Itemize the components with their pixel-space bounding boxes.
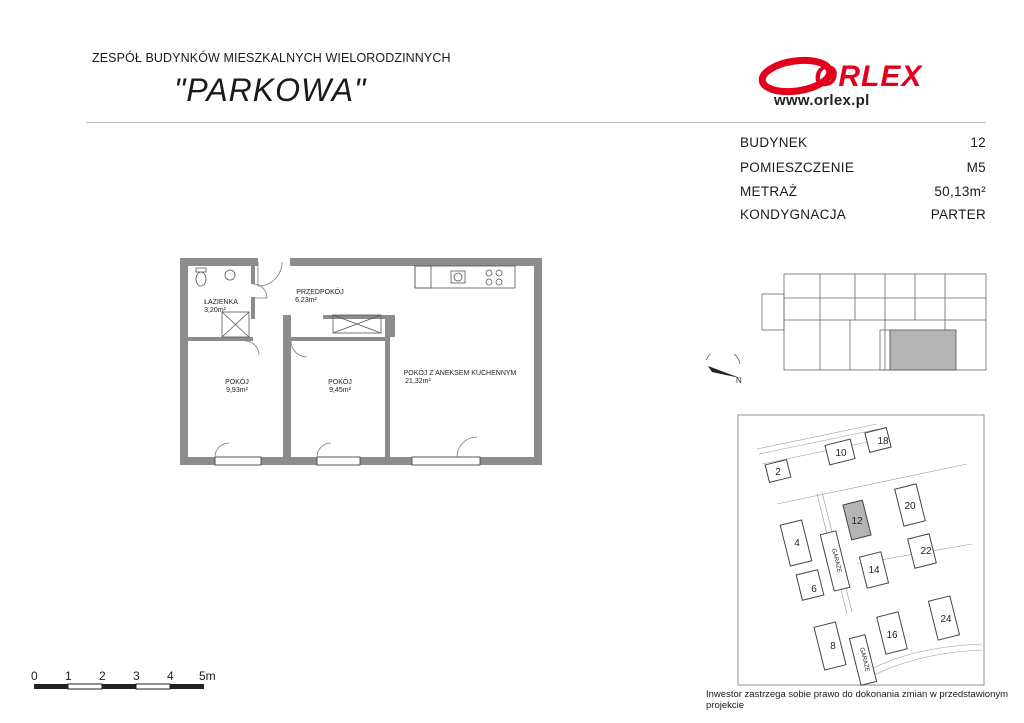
door-swings [215, 262, 477, 457]
scale-segments [34, 684, 204, 689]
room-name-living: POKÓJ Z ANEKSEM KUCHENNYM [403, 370, 517, 377]
room-name-hall: PRZEDPOKÓJ [296, 289, 344, 296]
site-plan [737, 414, 987, 686]
building-locator [750, 268, 990, 388]
building-label: 2 [775, 467, 781, 478]
room-area-hall: 6,23m² [295, 297, 317, 304]
unit-highlight [890, 330, 956, 370]
room-name-bathroom: ŁAZIENKA [204, 299, 238, 306]
building-6 [796, 570, 824, 601]
scale-bar [28, 668, 228, 692]
scale-tick-label: 5m [199, 669, 216, 683]
compass-north-label: N [736, 376, 742, 385]
project-subtitle: ZESPÓŁ BUDYNKÓW MIESZKALNYCH WIELORODZINNYCH [92, 51, 451, 65]
building-label: 6 [811, 584, 817, 595]
info-value: 12 [970, 135, 986, 150]
building-label: 14 [868, 565, 880, 576]
building-label: 20 [904, 501, 916, 512]
disclaimer-text: Inwestor zastrzega sobie prawo do dokonania zmian w przedstawionym projekcie [706, 689, 1009, 711]
room-name-room1: POKÓJ [225, 379, 249, 386]
room-area-bathroom: 3,20m² [204, 307, 226, 314]
scale-tick-label: 1 [65, 669, 72, 683]
building-label: 24 [940, 614, 952, 625]
info-value: M5 [966, 160, 986, 175]
info-label: POMIESZCZENIE [740, 160, 855, 175]
building-label: 18 [877, 436, 889, 447]
building-label: 12 [851, 516, 863, 527]
windows [215, 457, 480, 465]
building-label: 4 [794, 538, 800, 549]
building-label: 8 [830, 641, 836, 652]
room-area-room1: 9,93m² [226, 387, 248, 394]
info-value: PARTER [930, 207, 986, 222]
scale-tick-label: 3 [133, 669, 140, 683]
floor-plan [175, 255, 545, 470]
website-link[interactable]: www.orlex.pl [774, 92, 870, 109]
walls [180, 258, 542, 465]
building-label: 22 [920, 546, 932, 557]
room-name-room2: POKÓJ [328, 379, 352, 386]
info-label: KONDYGNACJA [740, 207, 847, 222]
garage-label: GARAŻE [830, 548, 842, 574]
info-label: METRAŻ [740, 184, 798, 199]
logo-wordmark: ORLEX [814, 60, 923, 93]
scale-tick-label: 4 [167, 669, 174, 683]
info-label: BUDYNEK [740, 135, 808, 150]
scale-tick-label: 0 [31, 669, 38, 683]
compass-icon [700, 354, 750, 388]
building-label: 16 [886, 630, 898, 641]
room-area-room2: 9,45m² [329, 387, 351, 394]
header-divider [86, 122, 986, 123]
project-title: "PARKOWA" [174, 72, 367, 108]
garage-label: GARAŻE [858, 647, 870, 673]
room-area-living: 21,32m² [405, 378, 431, 385]
kitchen-counter [415, 266, 515, 288]
scale-tick-label: 2 [99, 669, 106, 683]
building-label: 10 [835, 448, 847, 459]
info-value: 50,13m² [934, 184, 986, 199]
